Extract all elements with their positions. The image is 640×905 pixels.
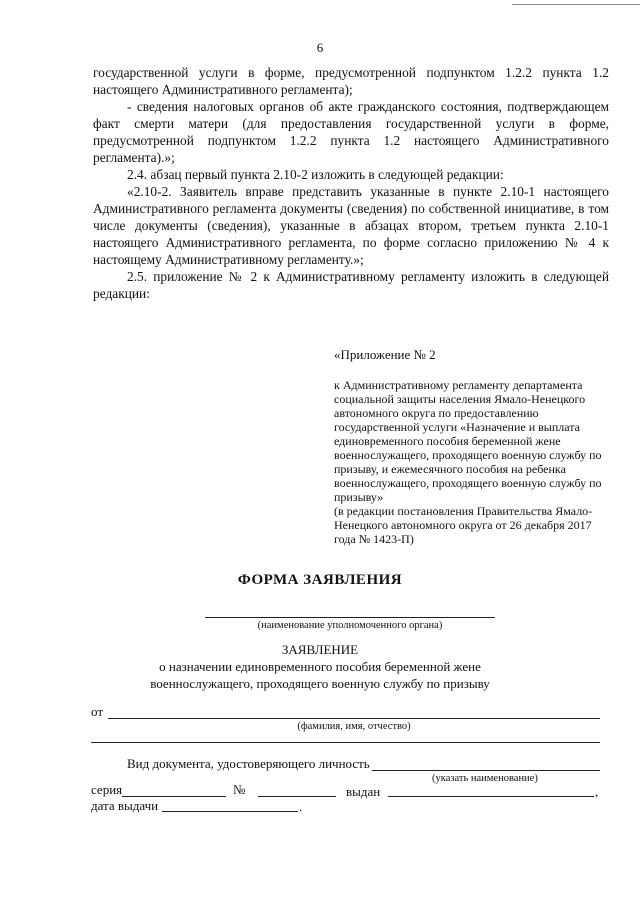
authority-caption: (наименование уполномоченного органа) <box>257 620 443 631</box>
appendix-block <box>334 348 614 546</box>
fio-caption: (фамилия, имя, отчество) <box>297 721 411 732</box>
page-number: 6 <box>316 40 324 55</box>
appendix-edition: (в редакции постановления Правительства Ямало-Ненецкого автономного округа от 26 декабря 2017 года № 1423-П) <box>334 504 593 546</box>
appendix-text: к Административному регламенту департамента социальной защиты населения Ямало-Ненецкого автономного округа по предоставлению государственной услуги «Назначение и выплата единовременного пособия беременной жене военнослужащего, проходящего военную службу по призыву, и ежемесячного пособия на ребенка военнослужащего, проходящего военную службу по призыву» <box>334 378 602 504</box>
appendix-title: «Приложение № 2 <box>334 347 436 362</box>
doc-type-line[interactable] <box>372 770 600 771</box>
authority-line <box>205 617 495 618</box>
statement-title: ЗАЯВЛЕНИЕ <box>281 642 359 657</box>
issued-comma: , <box>595 784 599 799</box>
doc-type-label: Вид документа, удостоверяющего личность <box>127 756 370 771</box>
issue-date-line[interactable] <box>162 811 298 812</box>
body-text <box>93 64 609 302</box>
number-line[interactable] <box>258 796 336 797</box>
top-rule <box>512 4 640 5</box>
series-line[interactable] <box>122 796 226 797</box>
from-line-2[interactable] <box>91 742 600 743</box>
statement-subtitle-2: военнослужащего, проходящего военную службу по призыву <box>150 676 490 691</box>
from-line[interactable] <box>108 718 600 719</box>
issue-date-label: дата выдачи <box>91 798 159 813</box>
issued-line[interactable] <box>388 796 594 797</box>
paragraph-5: 2.5. приложение № 2 к Административному регламенту изложить в следующей редакции: <box>93 269 609 301</box>
form-title: ФОРМА ЗАЯВЛЕНИЯ <box>237 572 403 588</box>
statement-subtitle-1: о назначении единовременного пособия беременной жене <box>159 659 481 674</box>
paragraph-1: государственной услуги в форме, предусмотренной подпунктом 1.2.2 пункта 1.2 настоящего Административного регламента); <box>93 65 609 97</box>
issue-date-period: . <box>299 799 303 814</box>
paragraph-4: «2.10-2. Заявитель вправе представить указанные в пункте 2.10-1 настоящего Административного регламента документы (сведения) по собственной инициативе, в том числе документы (сведения), указанные в абзацах втором, третьем пункта 2.10-1 настоящего Административного регламента, по форме согласно приложению № 4 к настоящему Административному регламенту.»; <box>93 184 609 267</box>
from-label: от <box>91 704 104 719</box>
paragraph-3: 2.4. абзац первый пункта 2.10-2 изложить в следующей редакции: <box>127 167 504 182</box>
paragraph-2: - сведения налоговых органов об акте гражданского состояния, подтверждающем факт смерти матери (для предоставления государственной услуги в форме, предусмотренной подпунктом 1.2.2 пункта 1.2 настоящего Административного регламента).»; <box>93 99 609 165</box>
number-label: № <box>233 782 246 797</box>
doc-type-caption: (указать наименование) <box>432 773 538 784</box>
series-label: серия <box>91 782 123 797</box>
issued-label: выдан <box>346 784 381 799</box>
